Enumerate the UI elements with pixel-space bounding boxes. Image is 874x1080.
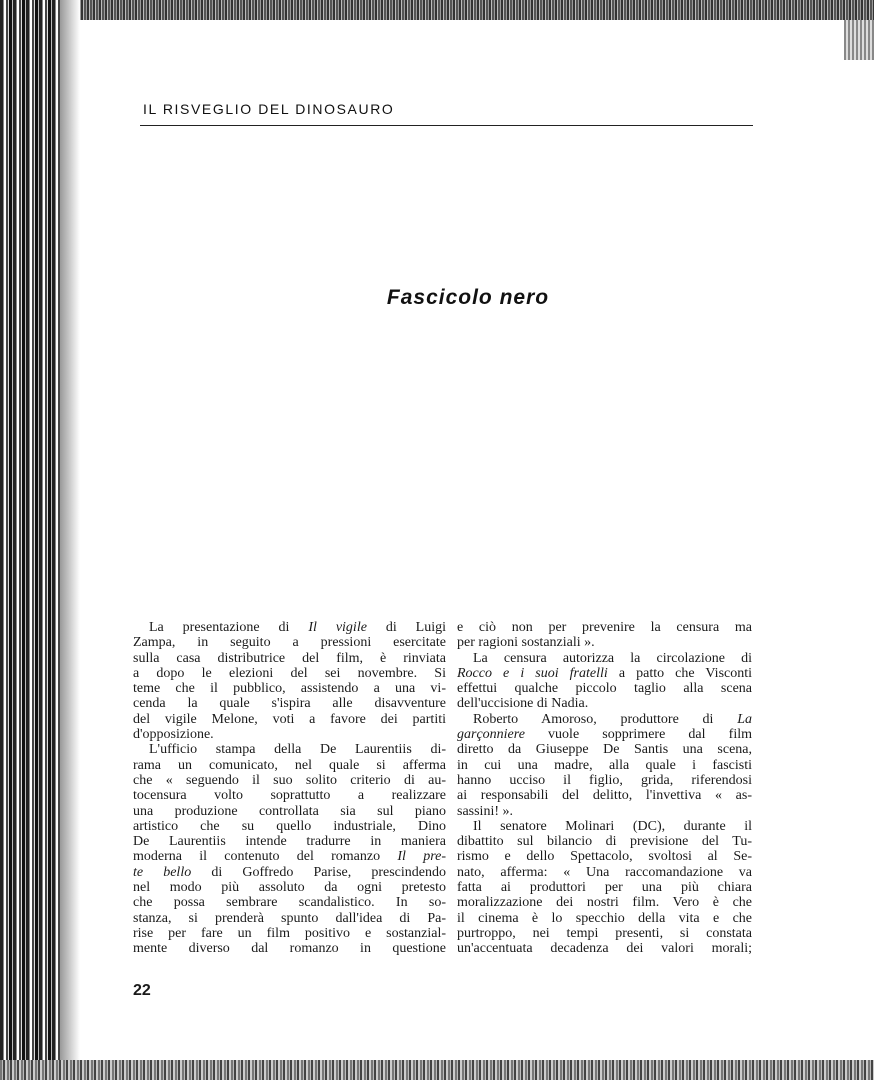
text-line: [457, 895, 752, 910]
text-segment: Zampa, in seguito a pressioni esercitate: [133, 635, 446, 651]
text-line: [133, 911, 446, 926]
text-segment: tocensura volto soprattutto a realizzare: [133, 788, 446, 804]
text-segment: a dopo le elezioni del sei novembre. Si: [133, 665, 446, 681]
text-segment: Il senatore Molinari (DC), durante il: [473, 818, 752, 834]
text-segment: d'opposizione.: [133, 727, 214, 743]
text-segment: fatta ai produttori per una più chiara: [457, 880, 752, 896]
text-segment: La censura autorizza la circolazione di: [473, 650, 752, 666]
text-segment: rama un comunicato, nel quale si afferma: [133, 757, 446, 773]
text-line: [133, 834, 446, 849]
text-line: [133, 849, 446, 864]
italic-title: Il pre-: [397, 849, 446, 865]
text-line: [133, 696, 446, 711]
italic-title: Rocco e i suoi fratelli: [457, 665, 608, 681]
text-line: [457, 880, 752, 895]
text-segment: mente diverso dal romanzo in questione: [133, 941, 446, 957]
text-line: [457, 681, 752, 696]
text-segment: che « seguendo il suo solito criterio di au-: [133, 772, 446, 788]
text-line: [133, 712, 446, 727]
text-segment: una produzione controllata sia sul piano: [133, 803, 446, 819]
text-column-right: [457, 620, 752, 957]
text-segment: per ragioni sostanziali ».: [457, 635, 595, 651]
text-column-left: [133, 620, 446, 957]
text-line: [457, 819, 752, 834]
text-segment: di Luigi: [366, 620, 446, 635]
text-line: [457, 849, 752, 864]
text-segment: vuole sopprimere dal film: [524, 727, 752, 743]
text-segment: dell'uccisione di Nadia.: [457, 696, 589, 712]
text-line: [457, 696, 752, 711]
text-segment: in cui una madre, alla quale i fascisti: [457, 757, 752, 773]
text-line: [133, 651, 446, 666]
scan-border-bottom: [0, 1060, 874, 1080]
text-line: [457, 865, 752, 880]
text-segment: moralizzazione dei nostri film. Vero è che: [457, 895, 752, 911]
text-line: [457, 926, 752, 941]
text-line: [133, 865, 446, 880]
text-segment: il cinema è lo specchio della vita e che: [457, 910, 752, 926]
text-line: [133, 681, 446, 696]
text-segment: stanza, si prenderà spunto dall'idea di Pa-: [133, 910, 446, 926]
text-segment: che possa sembrare scandalistico. In so-: [133, 895, 446, 911]
text-segment: hanno ucciso il figlio, grida, riferendosi: [457, 772, 752, 788]
text-line: [457, 911, 752, 926]
text-line: [133, 773, 446, 788]
text-segment: dibattito sul bilancio di previsione del Tu-: [457, 834, 752, 850]
text-line: [457, 758, 752, 773]
text-line: [133, 804, 446, 819]
text-line: [457, 620, 752, 635]
header-rule: [140, 125, 753, 126]
text-line: [133, 758, 446, 773]
text-segment: rismo e dello Spettacolo, svoltosi al Se-: [457, 849, 752, 865]
text-line: [133, 788, 446, 803]
text-line: [133, 727, 446, 742]
text-segment: sulla casa distributrice del film, è rinviata: [133, 650, 446, 666]
text-line: [457, 941, 752, 956]
text-line: [133, 635, 446, 650]
text-segment: teme che il pubblico, assistendo a una vi-: [133, 681, 446, 697]
text-segment: Roberto Amoroso, produttore di: [473, 711, 738, 727]
text-segment: De Laurentiis intende tradurre in maniera: [133, 834, 446, 850]
text-line: [133, 941, 446, 956]
italic-title: La: [737, 711, 752, 727]
article-title: Fascicolo nero: [386, 286, 550, 309]
text-line: [133, 926, 446, 941]
text-line: [133, 895, 446, 910]
page-number: 22: [133, 982, 151, 999]
text-line: [133, 880, 446, 895]
text-segment: diretto da Giuseppe De Santis una scena,: [457, 742, 752, 758]
binding-shadow: [60, 0, 80, 1080]
text-line: [457, 804, 752, 819]
text-line: [457, 742, 752, 757]
text-line: [133, 742, 446, 757]
text-segment: purtroppo, nei tempi presenti, si constata: [457, 925, 752, 941]
text-line: [133, 620, 446, 635]
text-line: [457, 773, 752, 788]
scan-border-top: [0, 0, 874, 20]
text-segment: moderna il contenuto del romanzo: [133, 849, 398, 865]
text-segment: a patto che Visconti: [607, 665, 753, 681]
text-segment: La presentazione di: [149, 620, 309, 635]
text-line: [457, 666, 752, 681]
text-segment: sassini! ».: [457, 803, 513, 819]
text-line: [457, 788, 752, 803]
running-head: IL RISVEGLIO DEL DINOSAURO: [143, 101, 395, 117]
italic-title: te bello: [133, 864, 192, 880]
text-segment: e ciò non per prevenire la censura ma: [457, 620, 752, 635]
text-segment: artistico che su quello industriale, Dino: [133, 818, 446, 834]
italic-title: Il vigile: [308, 620, 367, 635]
text-line: [457, 712, 752, 727]
text-segment: ai responsabili del delitto, l'invettiva « as-: [457, 788, 752, 804]
text-segment: nel modo più assoluto da ogni pretesto: [133, 880, 446, 896]
text-line: [457, 635, 752, 650]
text-segment: del vigile Melone, voti a favore dei partiti: [133, 711, 446, 727]
text-segment: un'accentuata decadenza dei valori morali;: [457, 941, 752, 957]
text-line: [133, 819, 446, 834]
text-segment: effettui qualche piccolo taglio alla scena: [457, 681, 752, 697]
text-line: [133, 666, 446, 681]
text-line: [457, 651, 752, 666]
text-line: [457, 727, 752, 742]
text-line: [457, 834, 752, 849]
italic-title: garçonniere: [457, 727, 525, 743]
text-segment: di Goffredo Parise, prescindendo: [191, 864, 446, 880]
scan-edge: [844, 20, 874, 60]
text-segment: rise per fare un film positivo e sostanzial-: [133, 925, 446, 941]
text-segment: L'ufficio stampa della De Laurentiis di-: [149, 742, 446, 758]
text-segment: nato, afferma: « Una raccomandazione va: [457, 864, 752, 880]
text-segment: cenda la quale s'ispira alle disavventure: [133, 696, 446, 712]
